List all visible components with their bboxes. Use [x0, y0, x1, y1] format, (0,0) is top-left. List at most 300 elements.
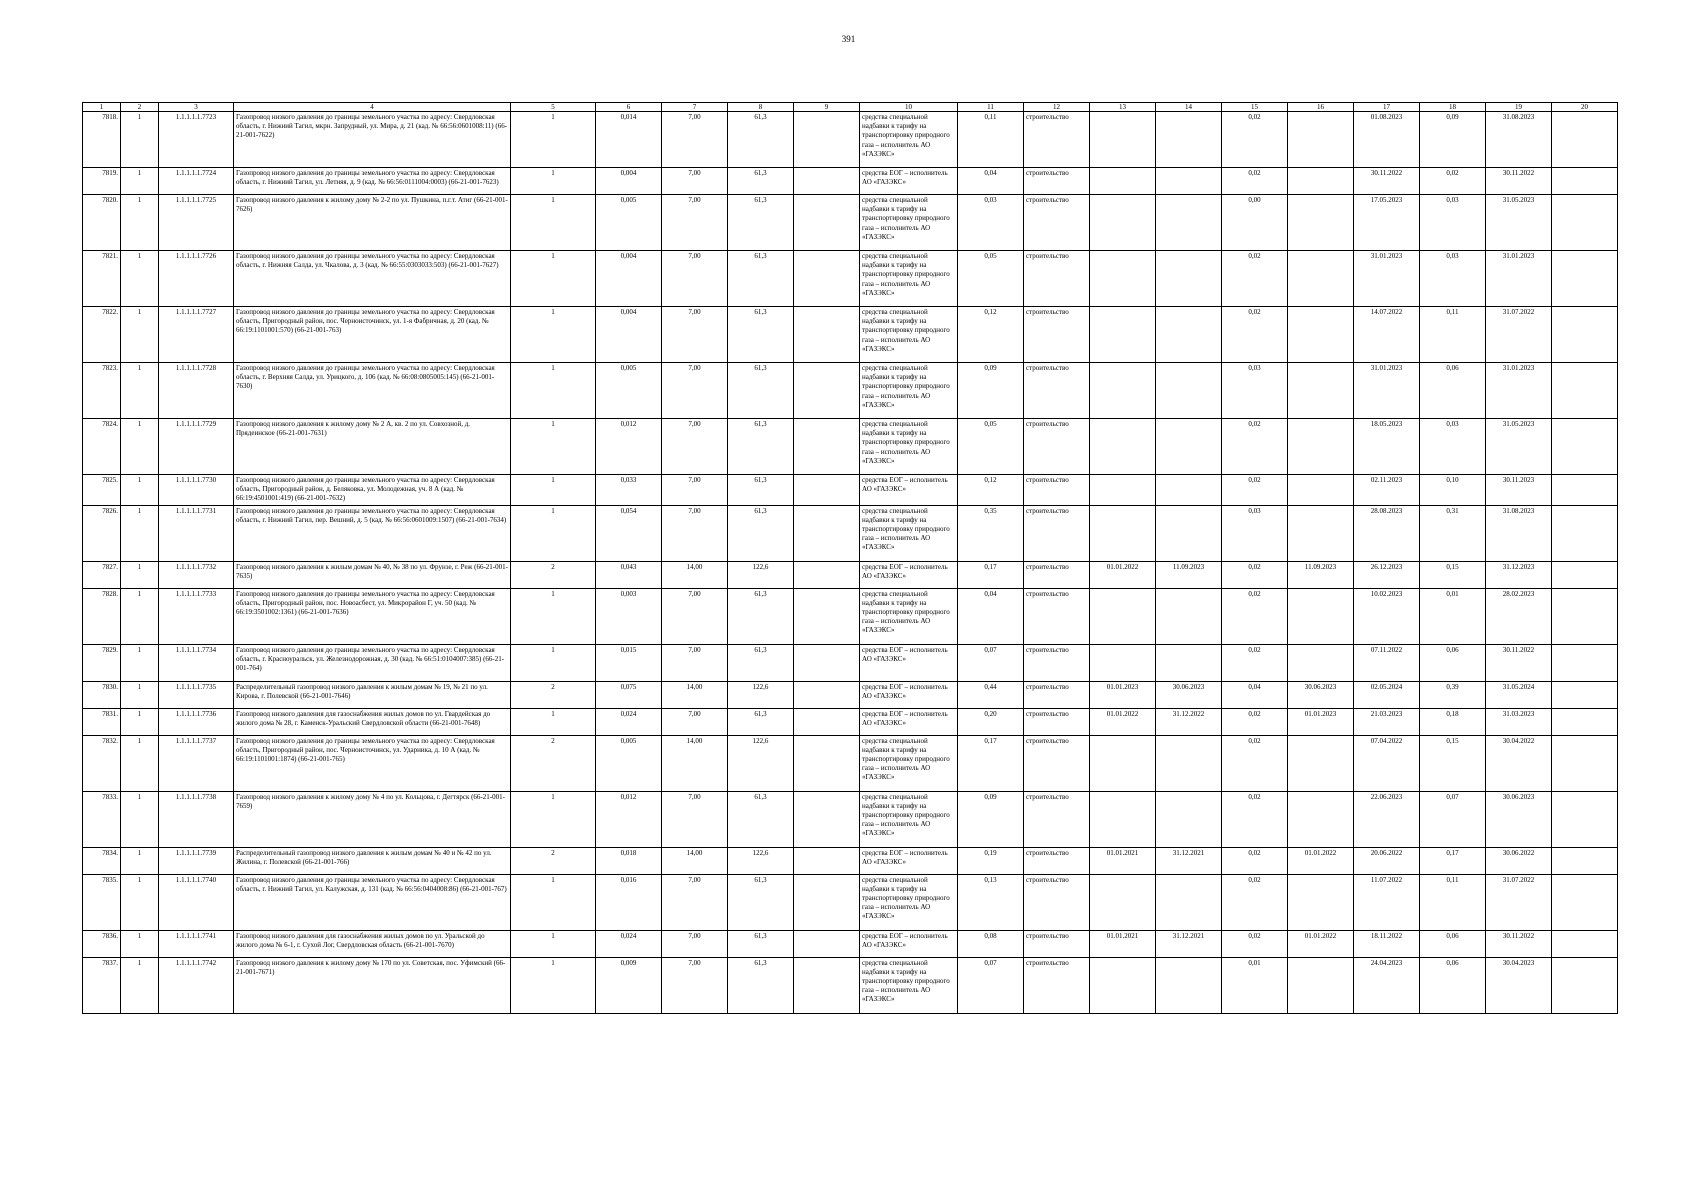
column-number-13: 13: [1090, 103, 1156, 112]
col9-cell: [794, 195, 860, 251]
col6-cell: 0,016: [596, 874, 662, 930]
work-type-cell: строительство: [1024, 307, 1090, 363]
col14-date-cell: [1156, 307, 1222, 363]
col9-cell: [794, 307, 860, 363]
col16-date-cell: [1288, 251, 1354, 307]
col19-date-cell: 31.05.2023: [1486, 419, 1552, 475]
project-name-cell: Газопровод низкого давления для газоснабжения жилых домов по ул. Гвардейская до жилого дома № 28, г. Каменск-Уральский Свердловской области (66-21-001-7648): [234, 708, 511, 735]
funding-source-cell: средства специальной надбавки к тарифу на транспортировку природного газа – исполнитель АО «ГАЗЭКС»: [860, 588, 958, 644]
project-code-cell: 1.1.1.1.1.7731: [159, 505, 234, 561]
col11-cell: 0,20: [958, 708, 1024, 735]
col17-date-cell: 24.04.2023: [1354, 957, 1420, 1013]
col8-cell: 122,6: [728, 847, 794, 874]
col2-cell: 1: [121, 681, 159, 708]
col14-date-cell: [1156, 957, 1222, 1013]
col19-date-cell: 30.06.2022: [1486, 847, 1552, 874]
funding-source-cell: средства специальной надбавки к тарифу на транспортировку природного газа – исполнитель АО «ГАЗЭКС»: [860, 505, 958, 561]
col16-date-cell: [1288, 791, 1354, 847]
col18-cell: 0,01: [1420, 588, 1486, 644]
col14-date-cell: [1156, 195, 1222, 251]
col5-cell: 1: [511, 363, 596, 419]
col7-cell: 7,00: [662, 644, 728, 681]
col16-date-cell: [1288, 588, 1354, 644]
project-name-cell: Газопровод низкого давления до границы земельного участка по адресу: Свердловская область, Пригородный район, пос. Новоасбест, ул. Микрорайон Г, уч. 50 (кад. № 66:19:3501002:1361) (66-21-001-7636): [234, 588, 511, 644]
work-type-cell: строительство: [1024, 195, 1090, 251]
col7-cell: 14,00: [662, 847, 728, 874]
project-code-cell: 1.1.1.1.1.7741: [159, 930, 234, 957]
col18-cell: 0,11: [1420, 307, 1486, 363]
col11-cell: 0,03: [958, 195, 1024, 251]
col18-cell: 0,17: [1420, 847, 1486, 874]
col17-date-cell: 11.07.2022: [1354, 874, 1420, 930]
col11-cell: 0,09: [958, 791, 1024, 847]
col14-date-cell: [1156, 791, 1222, 847]
col8-cell: 61,3: [728, 644, 794, 681]
work-type-cell: строительство: [1024, 644, 1090, 681]
page-number: 391: [841, 34, 856, 44]
col19-date-cell: 30.11.2022: [1486, 644, 1552, 681]
col7-cell: 7,00: [662, 251, 728, 307]
col14-date-cell: 31.12.2021: [1156, 847, 1222, 874]
col7-cell: 7,00: [662, 363, 728, 419]
col16-date-cell: [1288, 307, 1354, 363]
col13-date-cell: [1090, 307, 1156, 363]
col18-cell: 0,09: [1420, 112, 1486, 168]
project-name-cell: Газопровод низкого давления к жилому дому № 2-2 по ул. Пушкина, п.г.т. Атиг (66-21-001-7626): [234, 195, 511, 251]
funding-source-cell: средства ЕОГ – исполнитель АО «ГАЗЭКС»: [860, 681, 958, 708]
col14-date-cell: 30.06.2023: [1156, 681, 1222, 708]
col6-cell: 0,033: [596, 475, 662, 506]
row-number-cell: 7835.: [83, 874, 121, 930]
table-row: [83, 644, 1618, 681]
row-number-cell: 7820.: [83, 195, 121, 251]
col13-date-cell: [1090, 363, 1156, 419]
col15-cell: 0,02: [1222, 644, 1288, 681]
col11-cell: 0,12: [958, 307, 1024, 363]
col6-cell: 0,003: [596, 588, 662, 644]
project-code-cell: 1.1.1.1.1.7727: [159, 307, 234, 363]
col15-cell: 0,03: [1222, 363, 1288, 419]
col16-date-cell: [1288, 735, 1354, 791]
col9-cell: [794, 419, 860, 475]
col18-cell: 0,11: [1420, 874, 1486, 930]
col9-cell: [794, 505, 860, 561]
col5-cell: 1: [511, 505, 596, 561]
col20-cell: [1552, 419, 1618, 475]
col16-date-cell: [1288, 112, 1354, 168]
col16-date-cell: [1288, 874, 1354, 930]
col13-date-cell: [1090, 251, 1156, 307]
col16-date-cell: 01.01.2023: [1288, 708, 1354, 735]
col13-date-cell: 01.01.2022: [1090, 561, 1156, 588]
col2-cell: 1: [121, 561, 159, 588]
table-row: [83, 168, 1618, 195]
col20-cell: [1552, 475, 1618, 506]
col5-cell: 2: [511, 561, 596, 588]
col2-cell: 1: [121, 957, 159, 1013]
col20-cell: [1552, 874, 1618, 930]
col7-cell: 7,00: [662, 708, 728, 735]
row-number-cell: 7834.: [83, 847, 121, 874]
col15-cell: 0,02: [1222, 930, 1288, 957]
col14-date-cell: [1156, 168, 1222, 195]
funding-source-cell: средства ЕОГ – исполнитель АО «ГАЗЭКС»: [860, 561, 958, 588]
col20-cell: [1552, 791, 1618, 847]
col2-cell: 1: [121, 708, 159, 735]
col20-cell: [1552, 957, 1618, 1013]
project-name-cell: Газопровод низкого давления к жилому дому № 170 по ул. Советская, пос. Уфимский (66-21-001-7671): [234, 957, 511, 1013]
row-number-cell: 7829.: [83, 644, 121, 681]
project-code-cell: 1.1.1.1.1.7742: [159, 957, 234, 1013]
col15-cell: 0,01: [1222, 957, 1288, 1013]
col8-cell: 61,3: [728, 419, 794, 475]
col13-date-cell: [1090, 112, 1156, 168]
col11-cell: 0,13: [958, 874, 1024, 930]
col13-date-cell: [1090, 195, 1156, 251]
project-code-cell: 1.1.1.1.1.7729: [159, 419, 234, 475]
col5-cell: 1: [511, 419, 596, 475]
col15-cell: 0,02: [1222, 847, 1288, 874]
col20-cell: [1552, 681, 1618, 708]
project-name-cell: Газопровод низкого давления к жилому дому № 4 по ул. Кольцова, г. Дегтярск (66-21-001-7659): [234, 791, 511, 847]
col13-date-cell: 01.01.2021: [1090, 847, 1156, 874]
col18-cell: 0,07: [1420, 791, 1486, 847]
col18-cell: 0,06: [1420, 363, 1486, 419]
row-number-cell: 7824.: [83, 419, 121, 475]
col17-date-cell: 31.01.2023: [1354, 363, 1420, 419]
column-number-15: 15: [1222, 103, 1288, 112]
col13-date-cell: 01.01.2021: [1090, 930, 1156, 957]
col20-cell: [1552, 168, 1618, 195]
col2-cell: 1: [121, 363, 159, 419]
col14-date-cell: [1156, 644, 1222, 681]
col16-date-cell: [1288, 195, 1354, 251]
col9-cell: [794, 708, 860, 735]
col2-cell: 1: [121, 644, 159, 681]
col5-cell: 1: [511, 475, 596, 506]
col15-cell: 0,02: [1222, 251, 1288, 307]
col2-cell: 1: [121, 307, 159, 363]
column-number-19: 19: [1486, 103, 1552, 112]
col11-cell: 0,05: [958, 251, 1024, 307]
col15-cell: 0,02: [1222, 112, 1288, 168]
work-type-cell: строительство: [1024, 791, 1090, 847]
table-row: [83, 588, 1618, 644]
col13-date-cell: [1090, 791, 1156, 847]
column-number-10: 10: [860, 103, 958, 112]
col19-date-cell: 31.08.2023: [1486, 112, 1552, 168]
table-row: [83, 419, 1618, 475]
row-number-cell: 7832.: [83, 735, 121, 791]
project-code-cell: 1.1.1.1.1.7738: [159, 791, 234, 847]
project-code-cell: 1.1.1.1.1.7736: [159, 708, 234, 735]
col20-cell: [1552, 735, 1618, 791]
col7-cell: 14,00: [662, 681, 728, 708]
col20-cell: [1552, 195, 1618, 251]
col6-cell: 0,005: [596, 195, 662, 251]
col15-cell: 0,02: [1222, 588, 1288, 644]
col8-cell: 61,3: [728, 930, 794, 957]
col18-cell: 0,02: [1420, 168, 1486, 195]
col17-date-cell: 02.11.2023: [1354, 475, 1420, 506]
col7-cell: 7,00: [662, 588, 728, 644]
column-number-8: 8: [728, 103, 794, 112]
table-row: [83, 505, 1618, 561]
col18-cell: 0,06: [1420, 930, 1486, 957]
col7-cell: 7,00: [662, 505, 728, 561]
col16-date-cell: [1288, 363, 1354, 419]
col17-date-cell: 10.02.2023: [1354, 588, 1420, 644]
project-name-cell: Распределительный газопровод низкого давления к жилым домам № 19, № 21 по ул. Кирова, г. Полевской (66-21-001-7646): [234, 681, 511, 708]
project-name-cell: Газопровод низкого давления до границы земельного участка по адресу: Свердловская область, г. Нижний Тагил, мкрн. Запрудный, ул. Мира, д. 21 (кад. № 66:56:0601008:11) (66-21-001-7622): [234, 112, 511, 168]
funding-source-cell: средства ЕОГ – исполнитель АО «ГАЗЭКС»: [860, 644, 958, 681]
col2-cell: 1: [121, 791, 159, 847]
column-number-3: 3: [159, 103, 234, 112]
col17-date-cell: 28.08.2023: [1354, 505, 1420, 561]
col6-cell: 0,054: [596, 505, 662, 561]
col20-cell: [1552, 307, 1618, 363]
project-name-cell: Газопровод низкого давления до границы земельного участка по адресу: Свердловская область, Пригородный район, д. Беляковка, ул. Молодежная, уч. 8 А (кад. № 66:19:4501001:419) (66-21-001-7632): [234, 475, 511, 506]
col6-cell: 0,015: [596, 644, 662, 681]
col9-cell: [794, 874, 860, 930]
col16-date-cell: [1288, 475, 1354, 506]
column-number-18: 18: [1420, 103, 1486, 112]
col19-date-cell: 31.05.2024: [1486, 681, 1552, 708]
funding-source-cell: средства ЕОГ – исполнитель АО «ГАЗЭКС»: [860, 930, 958, 957]
col2-cell: 1: [121, 195, 159, 251]
col17-date-cell: 01.08.2023: [1354, 112, 1420, 168]
col9-cell: [794, 363, 860, 419]
col18-cell: 0,18: [1420, 708, 1486, 735]
col2-cell: 1: [121, 475, 159, 506]
col15-cell: 0,03: [1222, 505, 1288, 561]
col20-cell: [1552, 112, 1618, 168]
col6-cell: 0,012: [596, 419, 662, 475]
col9-cell: [794, 791, 860, 847]
project-name-cell: Газопровод низкого давления до границы земельного участка по адресу: Свердловская область, г. Нижняя Салда, ул. Чкалова, д. 3 (кад. № 66:55:0303033:503) (66-21-001-7627): [234, 251, 511, 307]
col5-cell: 1: [511, 957, 596, 1013]
col5-cell: 1: [511, 168, 596, 195]
col2-cell: 1: [121, 168, 159, 195]
col16-date-cell: 30.06.2023: [1288, 681, 1354, 708]
col2-cell: 1: [121, 251, 159, 307]
table-row: [83, 561, 1618, 588]
col19-date-cell: 31.05.2023: [1486, 195, 1552, 251]
col11-cell: 0,11: [958, 112, 1024, 168]
table-row: [83, 475, 1618, 506]
col15-cell: 0,02: [1222, 561, 1288, 588]
col7-cell: 7,00: [662, 195, 728, 251]
col5-cell: 1: [511, 307, 596, 363]
col20-cell: [1552, 505, 1618, 561]
col2-cell: 1: [121, 874, 159, 930]
col2-cell: 1: [121, 930, 159, 957]
col18-cell: 0,39: [1420, 681, 1486, 708]
table-row: [83, 112, 1618, 168]
column-number-header-row: [83, 103, 1618, 112]
col17-date-cell: 07.11.2022: [1354, 644, 1420, 681]
funding-source-cell: средства специальной надбавки к тарифу на транспортировку природного газа – исполнитель АО «ГАЗЭКС»: [860, 874, 958, 930]
col2-cell: 1: [121, 735, 159, 791]
col17-date-cell: 31.01.2023: [1354, 251, 1420, 307]
col19-date-cell: 30.11.2022: [1486, 168, 1552, 195]
row-number-cell: 7826.: [83, 505, 121, 561]
col13-date-cell: 01.01.2022: [1090, 708, 1156, 735]
col5-cell: 1: [511, 588, 596, 644]
col19-date-cell: 30.06.2023: [1486, 791, 1552, 847]
table-row: [83, 363, 1618, 419]
col15-cell: 0,02: [1222, 419, 1288, 475]
col17-date-cell: 30.11.2022: [1354, 168, 1420, 195]
work-type-cell: строительство: [1024, 708, 1090, 735]
col11-cell: 0,35: [958, 505, 1024, 561]
work-type-cell: строительство: [1024, 475, 1090, 506]
work-type-cell: строительство: [1024, 505, 1090, 561]
col11-cell: 0,17: [958, 735, 1024, 791]
col19-date-cell: 30.11.2022: [1486, 930, 1552, 957]
col11-cell: 0,07: [958, 957, 1024, 1013]
col15-cell: 0,00: [1222, 195, 1288, 251]
col8-cell: 61,3: [728, 168, 794, 195]
funding-source-cell: средства ЕОГ – исполнитель АО «ГАЗЭКС»: [860, 475, 958, 506]
col8-cell: 61,3: [728, 588, 794, 644]
row-number-cell: 7837.: [83, 957, 121, 1013]
col9-cell: [794, 168, 860, 195]
col8-cell: 61,3: [728, 475, 794, 506]
col7-cell: 7,00: [662, 791, 728, 847]
col13-date-cell: [1090, 957, 1156, 1013]
col18-cell: 0,31: [1420, 505, 1486, 561]
col13-date-cell: [1090, 168, 1156, 195]
col14-date-cell: [1156, 475, 1222, 506]
project-name-cell: Газопровод низкого давления для газоснабжения жилых домов по ул. Уральской до жилого дома № 6-1, г. Сухой Лог, Свердловская область (66-21-001-7670): [234, 930, 511, 957]
col14-date-cell: [1156, 112, 1222, 168]
col8-cell: 61,3: [728, 874, 794, 930]
col19-date-cell: 31.03.2023: [1486, 708, 1552, 735]
col13-date-cell: [1090, 644, 1156, 681]
row-number-cell: 7822.: [83, 307, 121, 363]
col18-cell: 0,03: [1420, 195, 1486, 251]
work-type-cell: строительство: [1024, 419, 1090, 475]
column-number-12: 12: [1024, 103, 1090, 112]
col18-cell: 0,06: [1420, 957, 1486, 1013]
col13-date-cell: [1090, 419, 1156, 475]
project-code-cell: 1.1.1.1.1.7728: [159, 363, 234, 419]
project-code-cell: 1.1.1.1.1.7730: [159, 475, 234, 506]
col16-date-cell: 11.09.2023: [1288, 561, 1354, 588]
col2-cell: 1: [121, 419, 159, 475]
col7-cell: 7,00: [662, 112, 728, 168]
col17-date-cell: 02.05.2024: [1354, 681, 1420, 708]
col19-date-cell: 31.01.2023: [1486, 363, 1552, 419]
col20-cell: [1552, 561, 1618, 588]
col16-date-cell: 01.01.2022: [1288, 930, 1354, 957]
col8-cell: 61,3: [728, 957, 794, 1013]
table-row: [83, 791, 1618, 847]
col9-cell: [794, 735, 860, 791]
col13-date-cell: [1090, 475, 1156, 506]
column-number-9: 9: [794, 103, 860, 112]
col9-cell: [794, 251, 860, 307]
col2-cell: 1: [121, 847, 159, 874]
col14-date-cell: [1156, 735, 1222, 791]
col18-cell: 0,10: [1420, 475, 1486, 506]
row-number-cell: 7821.: [83, 251, 121, 307]
column-number-6: 6: [596, 103, 662, 112]
col5-cell: 1: [511, 644, 596, 681]
table-row: [83, 735, 1618, 791]
col8-cell: 122,6: [728, 561, 794, 588]
col18-cell: 0,03: [1420, 251, 1486, 307]
col5-cell: 1: [511, 112, 596, 168]
col8-cell: 61,3: [728, 251, 794, 307]
work-type-cell: строительство: [1024, 588, 1090, 644]
row-number-cell: 7828.: [83, 588, 121, 644]
col19-date-cell: 31.01.2023: [1486, 251, 1552, 307]
col7-cell: 14,00: [662, 735, 728, 791]
col8-cell: 122,6: [728, 681, 794, 708]
work-type-cell: строительство: [1024, 168, 1090, 195]
col17-date-cell: 07.04.2022: [1354, 735, 1420, 791]
funding-source-cell: средства специальной надбавки к тарифу на транспортировку природного газа – исполнитель АО «ГАЗЭКС»: [860, 419, 958, 475]
column-number-16: 16: [1288, 103, 1354, 112]
project-code-cell: 1.1.1.1.1.7726: [159, 251, 234, 307]
work-type-cell: строительство: [1024, 251, 1090, 307]
col19-date-cell: 31.08.2023: [1486, 505, 1552, 561]
project-code-cell: 1.1.1.1.1.7733: [159, 588, 234, 644]
row-number-cell: 7833.: [83, 791, 121, 847]
column-number-14: 14: [1156, 103, 1222, 112]
table-row: [83, 681, 1618, 708]
funding-source-cell: средства ЕОГ – исполнитель АО «ГАЗЭКС»: [860, 847, 958, 874]
work-type-cell: строительство: [1024, 681, 1090, 708]
col16-date-cell: 01.01.2022: [1288, 847, 1354, 874]
column-number-4: 4: [234, 103, 511, 112]
col15-cell: 0,02: [1222, 708, 1288, 735]
col8-cell: 61,3: [728, 307, 794, 363]
row-number-cell: 7830.: [83, 681, 121, 708]
col2-cell: 1: [121, 505, 159, 561]
funding-source-cell: средства специальной надбавки к тарифу на транспортировку природного газа – исполнитель АО «ГАЗЭКС»: [860, 307, 958, 363]
col18-cell: 0,15: [1420, 735, 1486, 791]
col14-date-cell: 31.12.2022: [1156, 708, 1222, 735]
col17-date-cell: 18.05.2023: [1354, 419, 1420, 475]
table-row: [83, 307, 1618, 363]
col19-date-cell: 31.12.2023: [1486, 561, 1552, 588]
col20-cell: [1552, 588, 1618, 644]
column-number-20: 20: [1552, 103, 1618, 112]
project-code-cell: 1.1.1.1.1.7724: [159, 168, 234, 195]
col11-cell: 0,07: [958, 644, 1024, 681]
col8-cell: 61,3: [728, 195, 794, 251]
col16-date-cell: [1288, 168, 1354, 195]
project-code-cell: 1.1.1.1.1.7737: [159, 735, 234, 791]
col17-date-cell: 20.06.2022: [1354, 847, 1420, 874]
funding-source-cell: средства ЕОГ – исполнитель АО «ГАЗЭКС»: [860, 168, 958, 195]
table-row: [83, 957, 1618, 1013]
work-type-cell: строительство: [1024, 735, 1090, 791]
funding-source-cell: средства специальной надбавки к тарифу на транспортировку природного газа – исполнитель АО «ГАЗЭКС»: [860, 112, 958, 168]
investment-program-table: [82, 102, 1618, 1014]
funding-source-cell: средства ЕОГ – исполнитель АО «ГАЗЭКС»: [860, 708, 958, 735]
col9-cell: [794, 588, 860, 644]
row-number-cell: 7827.: [83, 561, 121, 588]
col11-cell: 0,12: [958, 475, 1024, 506]
col9-cell: [794, 112, 860, 168]
funding-source-cell: средства специальной надбавки к тарифу на транспортировку природного газа – исполнитель АО «ГАЗЭКС»: [860, 251, 958, 307]
row-number-cell: 7818.: [83, 112, 121, 168]
table-row: [83, 930, 1618, 957]
